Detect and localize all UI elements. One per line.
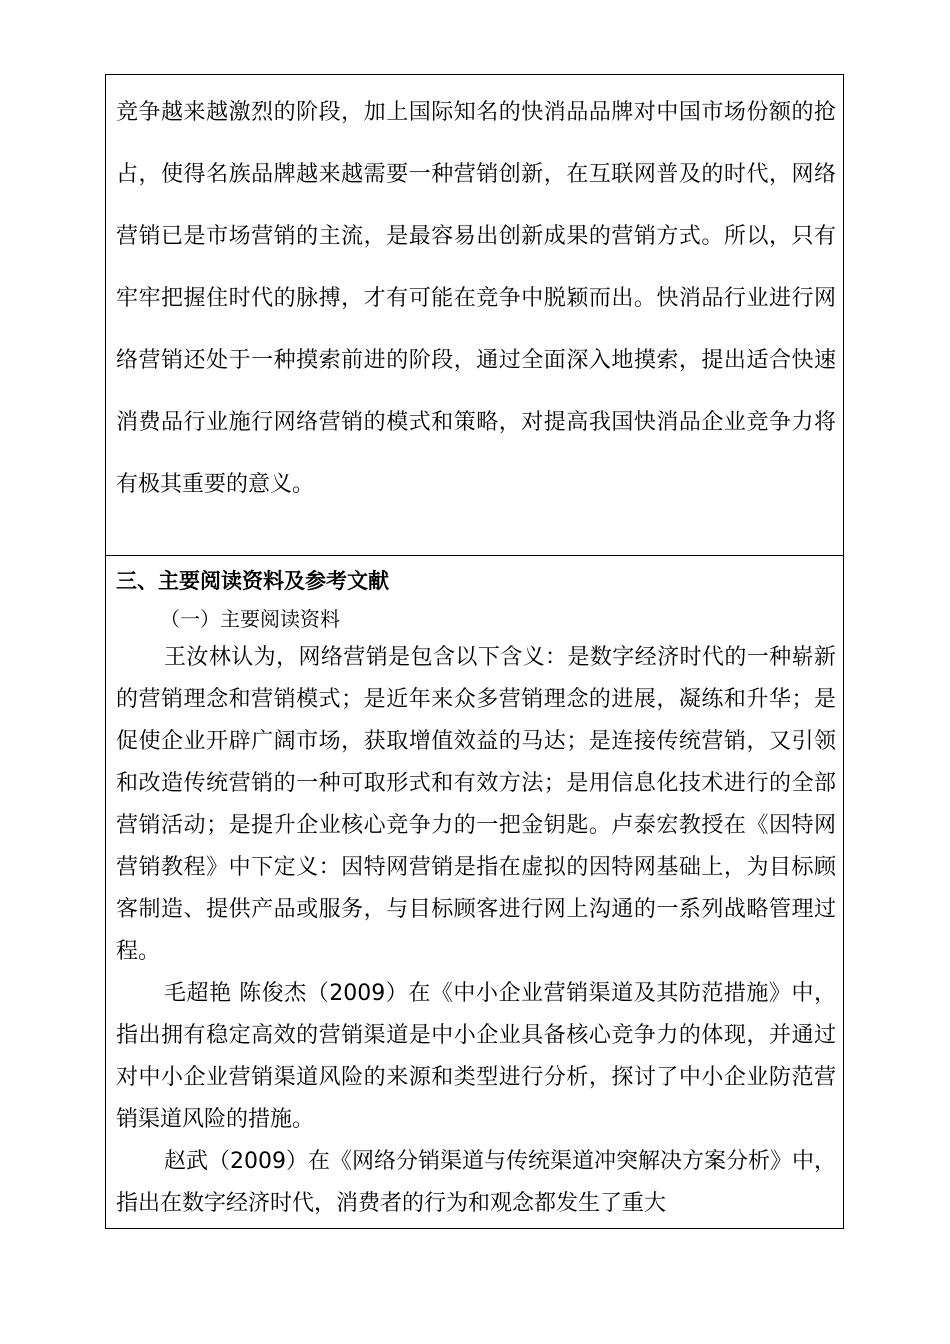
section-two-paragraph: 竞争越来越激烈的阶段，加上国际知名的快消品品牌对中国市场份额的抢占，使得名族品牌越来越需要一种营销创新，在互联网普及的时代，网络营销已是市场营销的主流，是最容易出创新成果的营销方式。所以，只有牢牢把握住时代的脉搏，才有可能在竞争中脱颖而出。快消品行业进行网络营销还处于一种摸索前进的阶段，通过全面深入地摸索，提出适合快速消费品行业施行网络营销的模式和策略，对提高我国快消品企业竞争力将有极其重要的意义。 (116, 100, 836, 497)
section-three-heading: 三、主要阅读资料及参考文献 (116, 568, 389, 593)
paragraph-mao-chaoyan: 毛超艳 陈俊杰（2009）在《中小企业营销渠道及其防范措施》中，指出拥有稳定高效的营销渠道是中小企业具备核心竞争力的体现，并通过对中小企业营销渠道风险的来源和类型进行分析，探讨了中小企业防范营销渠道风险的措施。 (116, 981, 836, 1132)
reading-materials-subheading: （一）主要阅读资料 (160, 607, 340, 631)
table-divider (106, 555, 843, 556)
paragraph-zhao-wu: 赵武（2009）在《网络分销渠道与传统渠道冲突解决方案分析》中，指出在数字经济时代，消费者的行为和观念都发生了重大 (116, 1149, 836, 1216)
section-three-cell (116, 561, 836, 1225)
form-table (105, 74, 844, 1229)
section-two-cell (116, 82, 836, 516)
paragraph-wang-rulin: 王汝林认为，网络营销是包含以下含义：是数字经济时代的一种崭新的营销理念和营销模式；是近年来众多营销理念的进展，凝练和升华；是促使企业开辟广阔市场，获取增值效益的马达；是连接传统营销，又引领和改造传统营销的一种可取形式和有效方法；是用信息化技术进行的全部营销活动；是提升企业核心竞争力的一把金钥匙。卢泰宏教授在《因特网营销教程》中下定义：因特网营销是指在虚拟的因特网基础上，为目标顾客制造、提供产品或服务，与目标顾客进行网上沟通的一系列战略管理过程。 (116, 645, 836, 964)
